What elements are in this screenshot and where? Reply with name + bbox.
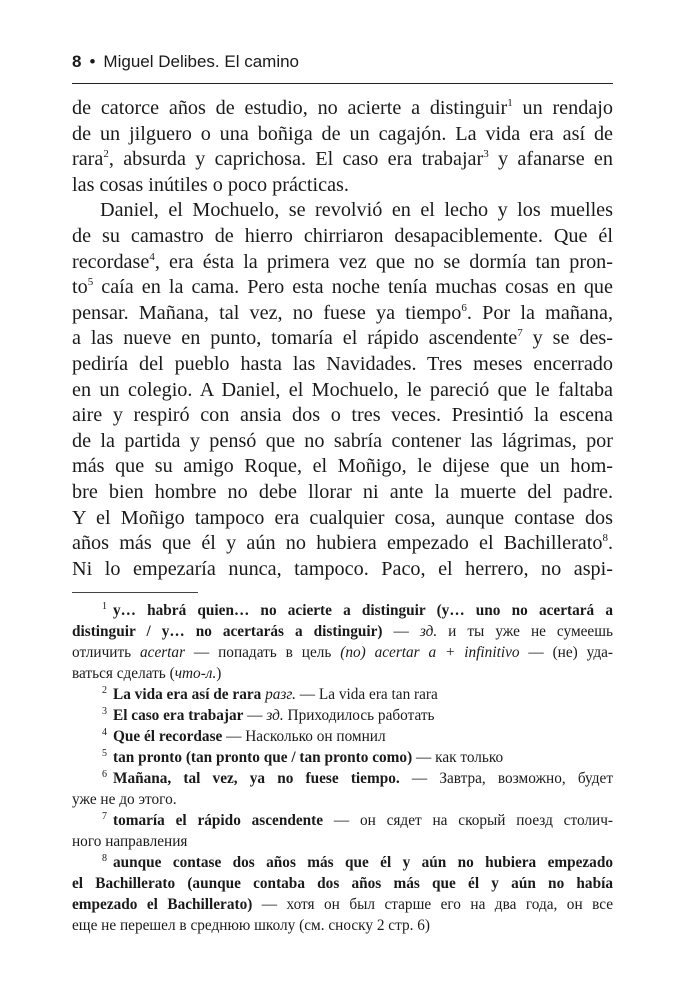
footnote-5: $^5$ tan pronto (tan pronto que / tan pronto como) — как только [102, 748, 504, 766]
text-line: las cosas inútiles o poco prácticas. [72, 173, 349, 196]
footnote-7: $^7$ tomaría el rápido ascendente — он сядет на скорый поезд столич- ного направления [72, 811, 613, 850]
text-line: pediría del pueblo hasta las Navidades. Tres meses encerrado [72, 352, 613, 375]
footnote-number: 2 [102, 685, 107, 696]
footnote-number: 4 [102, 727, 107, 738]
text-line: de la partida y pensó que no sabría contener las lágrimas, por [72, 429, 613, 452]
text-line: a las nueve en punto, tomaría el rápido ascendente$^7$ y se des- [72, 327, 613, 350]
text-line: pensar. Mañana, tal vez, no fuese ya tiempo$^6$. Por la mañana, [72, 301, 613, 324]
footnote-ref: 3 [483, 148, 489, 161]
text-line: recordase$^4$, era ésta la primera vez que no se dormía tan pron- [72, 250, 613, 273]
footnote-number: 1 [102, 601, 107, 612]
footnote-number: 3 [102, 706, 107, 717]
text-line: aire y respiró con ansia dos o tres veces. Presintió la escena [72, 404, 613, 427]
header-separator: • [89, 52, 96, 71]
main-text [72, 96, 613, 582]
footnote-4: $^4$ Que él recordase — Насколько он помнил [102, 727, 386, 745]
running-header [72, 52, 299, 72]
text-line: de catorce años de estudio, no acierte a distinguir$^1$ un rendajo [72, 97, 613, 119]
text-line: bre bien hombre no debe llorar ni ante la muerte del padre. [72, 480, 613, 503]
footnote-ref: 8 [602, 532, 608, 545]
text-line: de su camastro de hierro chirriaron desapaciblemente. Que él [72, 224, 613, 247]
text-line: rara$^2$, absurda y caprichosa. El caso era trabajar$^3$ y afanarse en [72, 148, 613, 171]
footnote-8: $^8$ aunque contase dos años más que él y aún no hubiera empezado el Bachillerato (aunque contaba dos años más que él y aún no había empezado el Bachillerato) — хотя он был старше его на два года, он все еще не перешел в среднюю школу (см. сноску 2 стр. 6) [72, 853, 613, 934]
footnote-number: 8 [102, 853, 107, 864]
header-rule [72, 83, 613, 84]
text-line: Daniel, el Mochuelo, se revolvió en el lecho y los muelles [100, 199, 613, 222]
footnotes [72, 600, 613, 936]
footnote-rule [72, 592, 198, 593]
running-title: Miguel Delibes. El camino [103, 52, 300, 71]
page-number: 8 [72, 52, 82, 71]
footnote-number: 7 [102, 811, 107, 822]
footnote-2: $^2$ La vida era así de rara разг. — La vida era tan rara [102, 685, 438, 703]
footnote-ref: 7 [517, 327, 523, 340]
text-line: Y el Moñigo tampoco era cualquier cosa, aunque contase dos [72, 506, 613, 529]
footnote-number: 5 [102, 748, 107, 759]
footnote-ref: 4 [149, 250, 155, 263]
footnote-number: 6 [102, 769, 107, 780]
text-line: en un colegio. A Daniel, el Mochuelo, le pareció que le faltaba [72, 378, 613, 401]
footnote-ref: 6 [461, 301, 467, 314]
footnote-6: $^6$ Mañana, tal vez, ya no fuese tiempo. — Завтра, возможно, будет уже не до этого. [72, 769, 613, 808]
footnote-ref: 2 [103, 148, 109, 161]
footnote-ref: 1 [507, 97, 513, 109]
footnote-3: $^3$ El caso era trabajar — зд. Приходилось работать [102, 706, 435, 724]
text-line: $to^5$ caía en la cama. Pero esta noche tenía muchas cosas en que [72, 276, 613, 299]
text-line: más que su amigo Roque, el Moñigo, le dijese que un hom- [72, 455, 613, 478]
footnote-1: $^1$ y… habrá quien… no acierte a distinguir (y… uno no acertará a distinguir / y… no acertarás a distinguir) — зд. и ты уже не сумеешь отличить acertar — попадать в цель (no) acertar a + infinitivo — (не) уда- ваться сделать (что-л.) [72, 601, 613, 682]
text-line: Ni lo empezaría nunca, tampoco. Paco, el herrero, no aspi- [72, 557, 613, 580]
footnote-ref: 5 [87, 276, 94, 289]
text-line: años más que él y aún no hubiera empezado el Bachillerato$^8$. [72, 532, 613, 555]
text-line: de un jilguero o una boñiga de un cagajón. La vida era así de [72, 122, 613, 145]
